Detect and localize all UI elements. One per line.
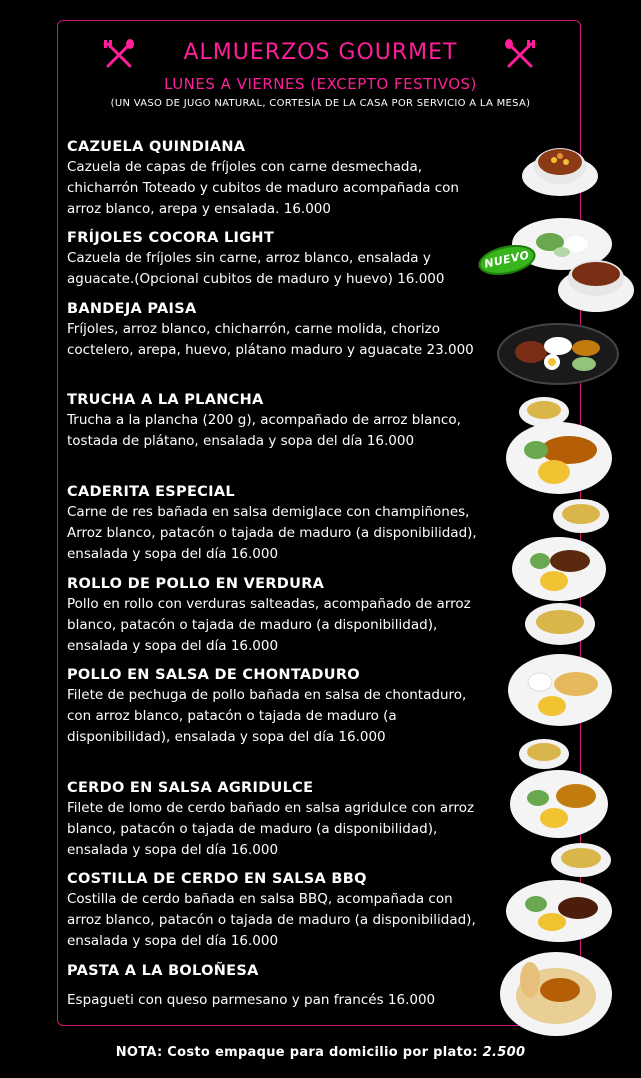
cerdo-agridulce-plate-photo	[508, 768, 610, 840]
caderita-plate-photo	[510, 535, 608, 603]
dish-cazuela-quindiana	[67, 137, 482, 220]
dish-name: ROLLO DE POLLO EN VERDURA	[67, 576, 325, 592]
cazuela-photo	[520, 138, 600, 198]
dish-name: CAZUELA QUINDIANA	[67, 139, 246, 155]
dish-trucha-a-la-plancha	[67, 390, 482, 452]
dish-description: Pollo en rollo con verduras salteadas, acompañado de arroz blanco, patacón o tajada de maduro (a disponibilidad), ensalada y sopa del día 16.000	[67, 596, 471, 654]
dish-pollo-en-salsa-de-chontaduro	[67, 665, 482, 748]
dish-frijoles-cocora-light	[67, 228, 482, 290]
pasta-plate-photo	[498, 950, 614, 1038]
trucha-plate-photo	[504, 420, 614, 496]
soup-bowl-photo	[552, 498, 610, 534]
pollo-chontaduro-plate-photo	[506, 652, 614, 728]
menu-title: ALMUERZOS GOURMET	[183, 40, 458, 65]
dish-caderita-especial	[67, 482, 482, 565]
bandeja-paisa-photo	[496, 318, 621, 386]
soup-bowl-photo	[550, 842, 612, 878]
dish-pasta-a-la-bolonesa	[67, 961, 482, 1011]
dish-description: Filete de pechuga de pollo bañada en salsa de chontaduro, con arroz blanco, patacón o tajada de maduro (a disponibilidad), ensalada y sopa del día 16.000	[67, 687, 467, 745]
dish-description: Fríjoles, arroz blanco, chicharrón, carne molida, chorizo coctelero, arepa, huevo, plátano maduro y aguacate 23.000	[67, 321, 474, 358]
dish-description: Cazuela de capas de fríjoles con carne desmechada, chicharrón Toteado y cubitos de maduro acompañada con arroz blanco, arepa y ensalada. 16.000	[67, 159, 459, 217]
new-badge: NUEVO	[476, 240, 539, 279]
dish-cerdo-en-salsa-agridulce	[67, 778, 482, 861]
dish-name: CERDO EN SALSA AGRIDULCE	[67, 780, 314, 796]
frijoles-bowl-photo	[556, 250, 636, 316]
juice-note: (UN VASO DE JUGO NATURAL, CORTESÍA DE LA CASA POR SERVICIO A LA MESA)	[110, 98, 531, 109]
costilla-bbq-plate-photo	[504, 878, 614, 944]
dish-name: BANDEJA PAISA	[67, 301, 197, 317]
dish-bandeja-paisa	[67, 299, 482, 361]
delivery-note-price: 2.500	[482, 1045, 526, 1060]
dish-description: Trucha a la plancha (200 g), acompañado de arroz blanco, tostada de plátano, ensalada y sopa del día 16.000	[67, 412, 461, 449]
dish-description: Carne de res bañada en salsa demiglace con champiñones, Arroz blanco, patacón o tajada de maduro (a disponibilidad), ensalada y sopa del día 16.000	[67, 504, 477, 562]
dish-name: POLLO EN SALSA DE CHONTADURO	[67, 667, 360, 683]
dish-description: Cazuela de fríjoles sin carne, arroz blanco, ensalada y aguacate.(Opcional cubitos de maduro y huevo) 16.000	[67, 250, 445, 287]
dish-name: FRÍJOLES COCORA LIGHT	[67, 230, 275, 246]
dish-costilla-de-cerdo-bbq	[67, 869, 482, 952]
dish-name: COSTILLA DE CERDO EN SALSA BBQ	[67, 871, 367, 887]
dish-description: Espagueti con queso parmesano y pan francés 16.000	[67, 992, 436, 1008]
dish-name: PASTA A LA BOLOÑESA	[67, 963, 259, 979]
dish-description: Filete de lomo de cerdo bañado en salsa agridulce con arroz blanco, patacón o tajada de maduro (a disponibilidad), ensalada y sopa del día 16.000	[67, 800, 475, 858]
soup-bowl-photo	[524, 602, 596, 646]
soup-bowl-photo	[518, 738, 570, 770]
dish-rollo-de-pollo	[67, 574, 482, 657]
dish-description: Costilla de cerdo bañada en salsa BBQ, acompañada con arroz blanco, patacón o tajada de maduro (a disponibilidad), ensalada y sopa del día 16.000	[67, 891, 476, 949]
dish-name: CADERITA ESPECIAL	[67, 484, 235, 500]
dish-name: TRUCHA A LA PLANCHA	[67, 392, 264, 408]
delivery-note-label: NOTA: Costo empaque para domicilio por plato:	[115, 1045, 483, 1060]
delivery-note	[0, 1045, 641, 1060]
menu-subtitle: LUNES A VIERNES (EXCEPTO FESTIVOS)	[164, 75, 477, 93]
